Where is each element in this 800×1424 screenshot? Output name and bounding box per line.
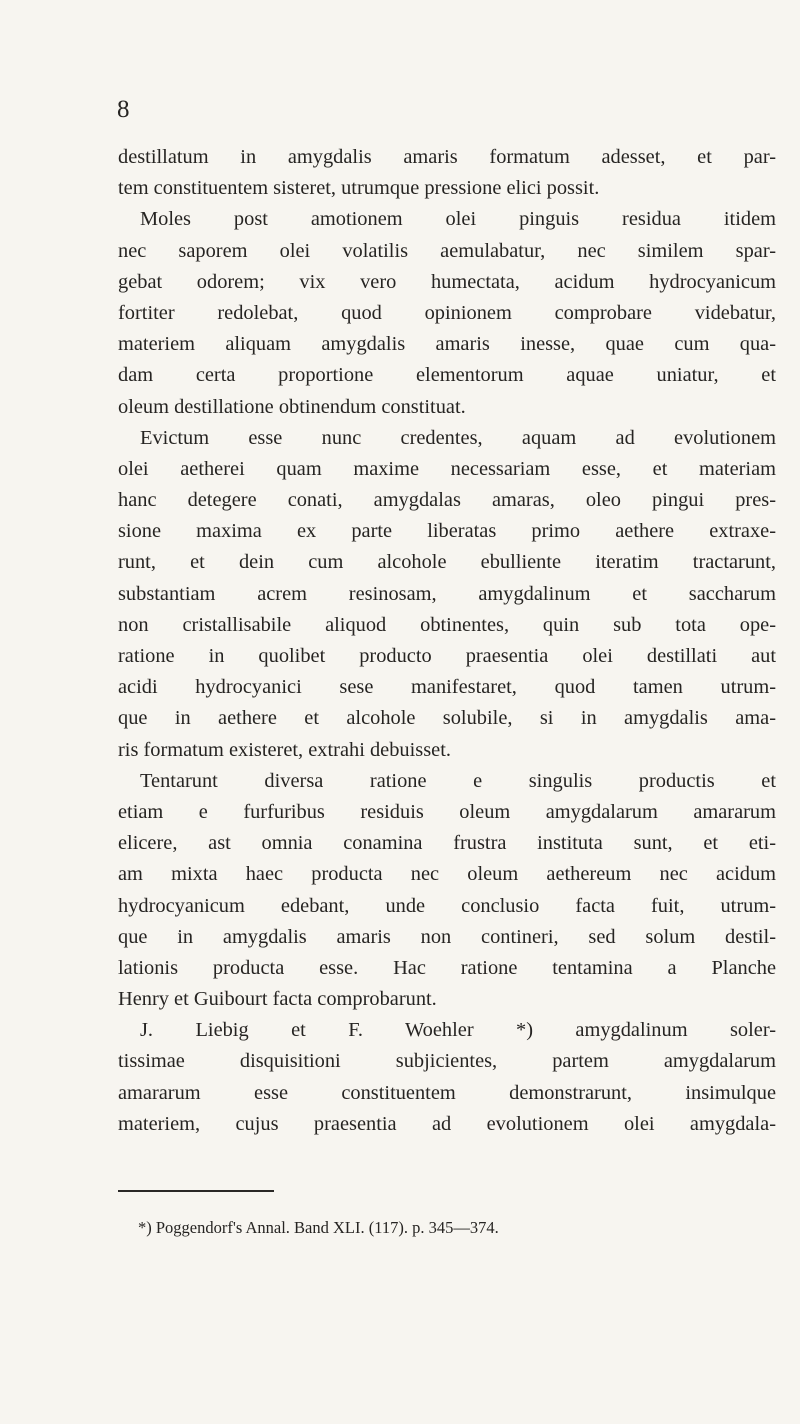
text-line: materiem aliquam amygdalis amaris inesse, quae cum qua-: [118, 333, 776, 356]
text-line: J. Liebig et F. Woehler *) amygdalinum soler-: [140, 1019, 776, 1042]
text-line: runt, et dein cum alcohole ebulliente iteratim tractarunt,: [118, 551, 776, 574]
text-line: ratione in quolibet producto praesentia olei destillati aut: [118, 645, 776, 667]
text-line: lationis producta esse. Hac ratione tentamina a Planche: [118, 956, 776, 979]
page-number: 8: [117, 96, 130, 123]
text-line: fortiter redolebat, quod opinionem comprobare videbatur,: [118, 301, 776, 324]
text-line: hanc detegere conati, amygdalas amaras, oleo pingui pres-: [118, 489, 776, 512]
text-line: Moles post amotionem olei pinguis residua itidem: [140, 208, 776, 231]
text-line: gebat odorem; vix vero humectata, acidum hydrocyanicum: [118, 270, 776, 293]
text-line: tem constituentem sisteret, utrumque pressione elici possit.: [118, 177, 600, 200]
text-line: ris formatum existeret, extrahi debuisset.: [118, 738, 451, 761]
text-line: destillatum in amygdalis amaris formatum adesset, et par-: [118, 146, 776, 168]
text-line: amararum esse constituentem demonstrarunt, insimulque: [118, 1081, 776, 1104]
footnote-rule: [118, 1190, 274, 1192]
text-line: que in amygdalis amaris non contineri, sed solum destil-: [118, 925, 776, 948]
text-line: hydrocyanicum edebant, unde conclusio facta fuit, utrum-: [118, 894, 776, 917]
text-line: materiem, cujus praesentia ad evolutionem olei amygdala-: [118, 1112, 776, 1135]
text-line: sione maxima ex parte liberatas primo aethere extraxe-: [118, 520, 776, 543]
text-line: elicere, ast omnia conamina frustra instituta sunt, et eti-: [118, 832, 776, 855]
text-line: etiam e furfuribus residuis oleum amygdalarum amararum: [118, 800, 776, 823]
text-line: dam certa proportione elementorum aquae uniatur, et: [118, 364, 776, 387]
text-line: oleum destillatione obtinendum constituat.: [118, 395, 466, 418]
text-line: non cristallisabile aliquod obtinentes, quin sub tota ope-: [118, 613, 776, 636]
text-line: acidi hydrocyanici sese manifestaret, quod tamen utrum-: [118, 676, 776, 699]
text-line: Tentarunt diversa ratione e singulis productis et: [140, 769, 776, 792]
footnote: *) Poggendorf's Annal. Band XLI. (117). p. 345—374.: [138, 1218, 499, 1237]
text-line: am mixta haec producta nec oleum aethereum nec acidum: [118, 863, 776, 886]
text-line: nec saporem olei volatilis aemulabatur, nec similem spar-: [118, 239, 776, 262]
text-line: que in aethere et alcohole solubile, si in amygdalis ama-: [118, 707, 776, 730]
text-line: Evictum esse nunc credentes, aquam ad evolutionem: [140, 426, 776, 449]
body-text: [118, 142, 776, 1140]
text-line: Henry et Guibourt facta comprobarunt.: [118, 988, 437, 1011]
text-line: olei aetherei quam maxime necessariam esse, et materiam: [118, 457, 776, 480]
text-line: substantiam acrem resinosam, amygdalinum et saccharum: [118, 582, 776, 605]
text-line: tissimae disquisitioni subjicientes, partem amygdalarum: [118, 1050, 776, 1073]
